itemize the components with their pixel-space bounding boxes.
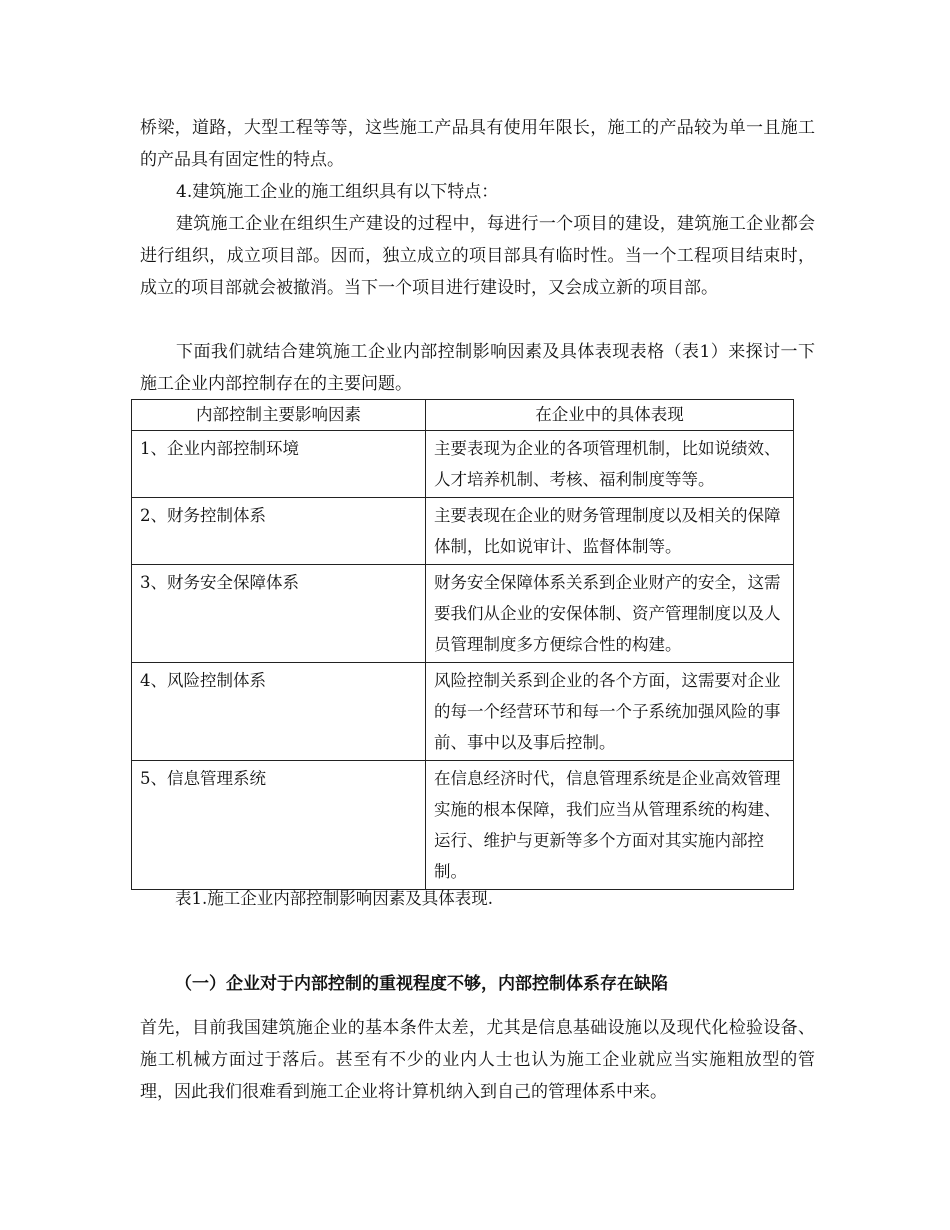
table-header-detail: 在企业中的具体表现 bbox=[426, 400, 794, 431]
table-cell-detail: 财务安全保障体系关系到企业财产的安全，这需要我们从企业的安保体制、资产管理制度以及人员管理制度多方便综合性的构建。 bbox=[426, 565, 794, 663]
table-cell-factor: 4、风险控制体系 bbox=[132, 663, 426, 761]
table-row bbox=[132, 498, 794, 565]
table-cell-factor: 1、企业内部控制环境 bbox=[132, 431, 426, 498]
table-cell-factor: 2、财务控制体系 bbox=[132, 498, 426, 565]
table-cell-detail: 主要表现为企业的各项管理机制，比如说绩效、人才培养机制、考核、福利制度等等。 bbox=[426, 431, 794, 498]
table-row bbox=[132, 761, 794, 890]
table-caption: 表1.施工企业内部控制影响因素及具体表现. bbox=[175, 889, 493, 908]
table-row bbox=[132, 565, 794, 663]
control-factors-table bbox=[131, 399, 794, 890]
table-cell-detail: 在信息经济时代，信息管理系统是企业高效管理实施的根本保障，我们应当从管理系统的构建、运行、维护与更新等多个方面对其实施内部控制。 bbox=[426, 761, 794, 890]
table-row bbox=[132, 663, 794, 761]
table-header-row bbox=[132, 400, 794, 431]
table-cell-detail: 风险控制关系到企业的各个方面，这需要对企业的每一个经营环节和每一个子系统加强风险的事前、事中以及事后控制。 bbox=[426, 663, 794, 761]
section-body-paragraph: 首先，目前我国建筑施企业的基本条件太差，尤其是信息基础设施以及现代化检验设备、施工机械方面过于落后。甚至有不少的业内人士也认为施工企业就应当实施粗放型的管理，因此我们很难看到施工企业将计算机纳入到自己的管理体系中来。 bbox=[140, 1018, 815, 1102]
paragraph-project-department: 建筑施工企业在组织生产建设的过程中，每进行一个项目的建设，建筑施工企业都会进行组织，成立项目部。因而，独立成立的项目部具有临时性。当一个工程项目结束时，成立的项目部就会被撤消。当下一个项目进行建设时，又会成立新的项目部。 bbox=[140, 214, 815, 298]
table-cell-factor: 3、财务安全保障体系 bbox=[132, 565, 426, 663]
paragraph-organization-heading: 4.建筑施工企业的施工组织具有以下特点： bbox=[176, 182, 499, 202]
table-header-factor: 内部控制主要影响因素 bbox=[132, 400, 426, 431]
paragraph-table-intro: 下面我们就结合建筑施工企业内部控制影响因素及具体表现表格（表1）来探讨一下施工企业内部控制存在的主要问题。 bbox=[140, 342, 815, 394]
table-row bbox=[132, 431, 794, 498]
table-cell-factor: 5、信息管理系统 bbox=[132, 761, 426, 890]
table-cell-detail: 主要表现在企业的财务管理制度以及相关的保障体制，比如说审计、监督体制等。 bbox=[426, 498, 794, 565]
section-heading: （一）企业对于内部控制的重视程度不够，内部控制体系存在缺陷 bbox=[175, 974, 668, 994]
paragraph-bridges: 桥梁，道路，大型工程等等，这些施工产品具有使用年限长，施工的产品较为单一且施工的产品具有固定性的特点。 bbox=[140, 118, 815, 170]
